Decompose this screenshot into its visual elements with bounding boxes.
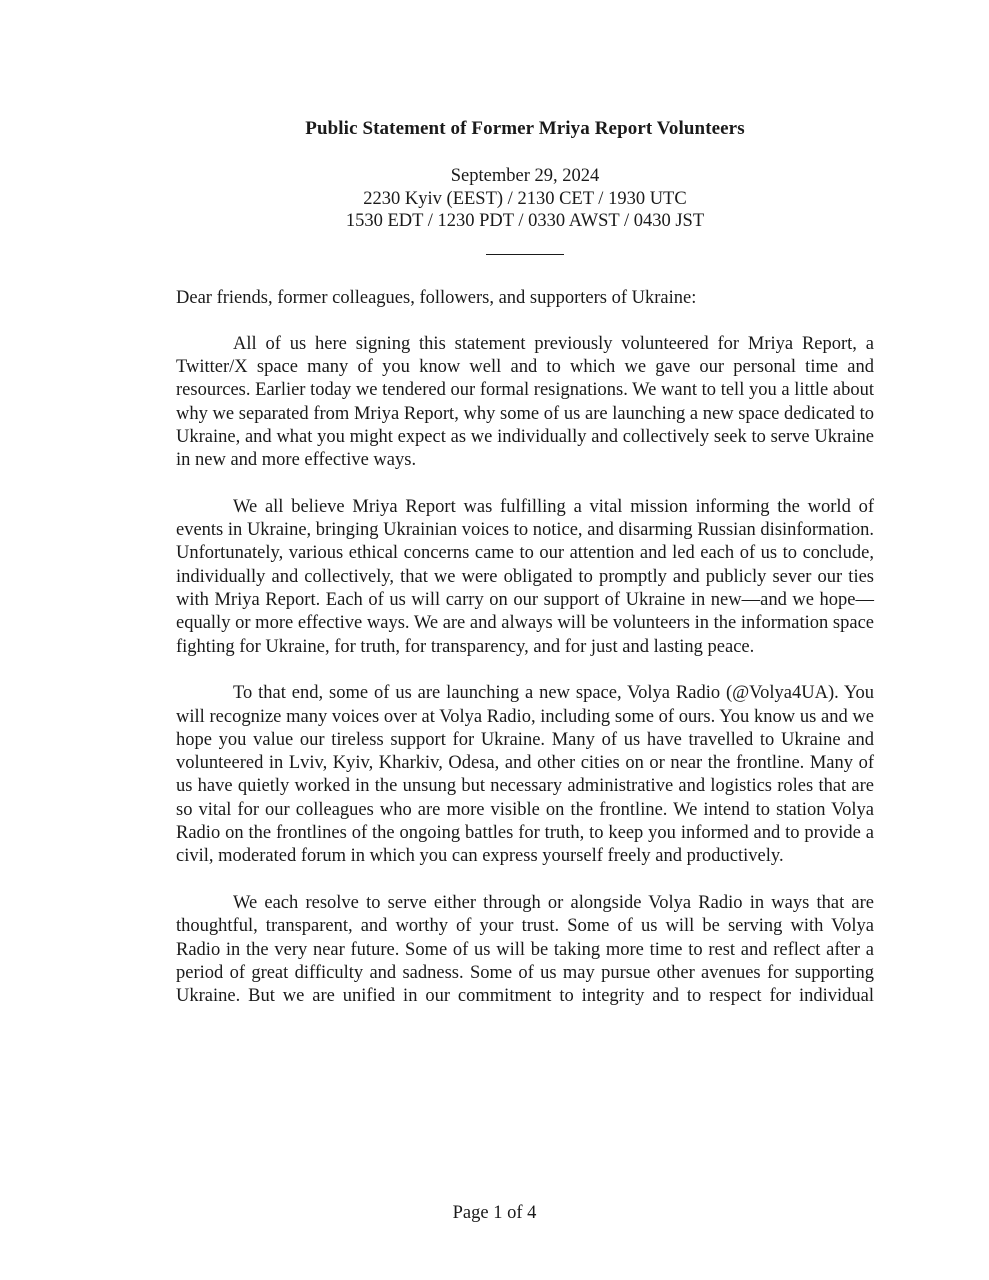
statement-date: September 29, 2024 [450, 166, 600, 186]
document-body [176, 117, 874, 1032]
salutation: Dear friends, former colleagues, followers, and supporters of Ukraine: [176, 287, 697, 308]
separator-rule [486, 254, 564, 255]
paragraph-3: To that end, some of us are launching a new space, Volya Radio (@Volya4UA). You will recognize many voices over at Volya Radio, including some of ours. You know us and we hope you value our tireless support for Ukraine. Many of us have travelled to Ukraine and volunteered in Lviv, Kyiv, Kharkiv, Odesa, and other cities on or near the frontline. Many of us have quietly worked in the unsung but necessary administrative and logistics roles that are so vital for our colleagues who are more visible on the frontline. We intend to station Volya Radio on the frontlines of the ongoing battles for truth, to keep you informed and to provide a civil, moderated forum in which you can express yourself freely and productively. [176, 683, 874, 867]
statement-time-line-2: 1530 EDT / 1230 PDT / 0330 AWST / 0430 JST [345, 211, 705, 231]
paragraph-1: All of us here signing this statement previously volunteered for Mriya Report, a Twitter/X space many of you know well and to which we gave our personal time and resources. Earlier today we tendered our formal resignations. We want to tell you a little about why we separated from Mriya Report, why some of us are launching a new space dedicated to Ukraine, and what you might expect as we individually and collectively seek to serve Ukraine in new and more effective ways. [176, 333, 874, 471]
paragraph-4: We each resolve to serve either through or alongside Volya Radio in ways that are thoughtful, transparent, and worthy of your trust. Some of us will be serving with Volya Radio in the very near future. Some of us will be taking more time to rest and reflect after a period of great difficulty and sadness. Some of us may pursue other avenues for supporting Ukraine. But we are unified in our commitment to integrity and to respect for individual [176, 892, 874, 1007]
statement-datetime [176, 165, 874, 233]
paragraph-2: We all believe Mriya Report was fulfilling a vital mission informing the world of events in Ukraine, bringing Ukrainian voices to notice, and disarming Russian disinformation. Unfortunately, various ethical concerns came to our attention and led each of us to conclude, individually and collectively, that we were obligated to promptly and publicly sever our ties with Mriya Report. Each of us will carry on our support of Ukraine in new—and we hope— equally or more effective ways. We are and always will be volunteers in the information space fighting for Ukraine, for truth, for transparency, and for just and lasting peace. [176, 496, 874, 657]
document-title: Public Statement of Former Mriya Report Volunteers [305, 118, 745, 139]
page-number: Page 1 of 4 [452, 1203, 537, 1223]
statement-time-line-1: 2230 Kyiv (EEST) / 2130 CET / 1930 UTC [363, 188, 687, 209]
